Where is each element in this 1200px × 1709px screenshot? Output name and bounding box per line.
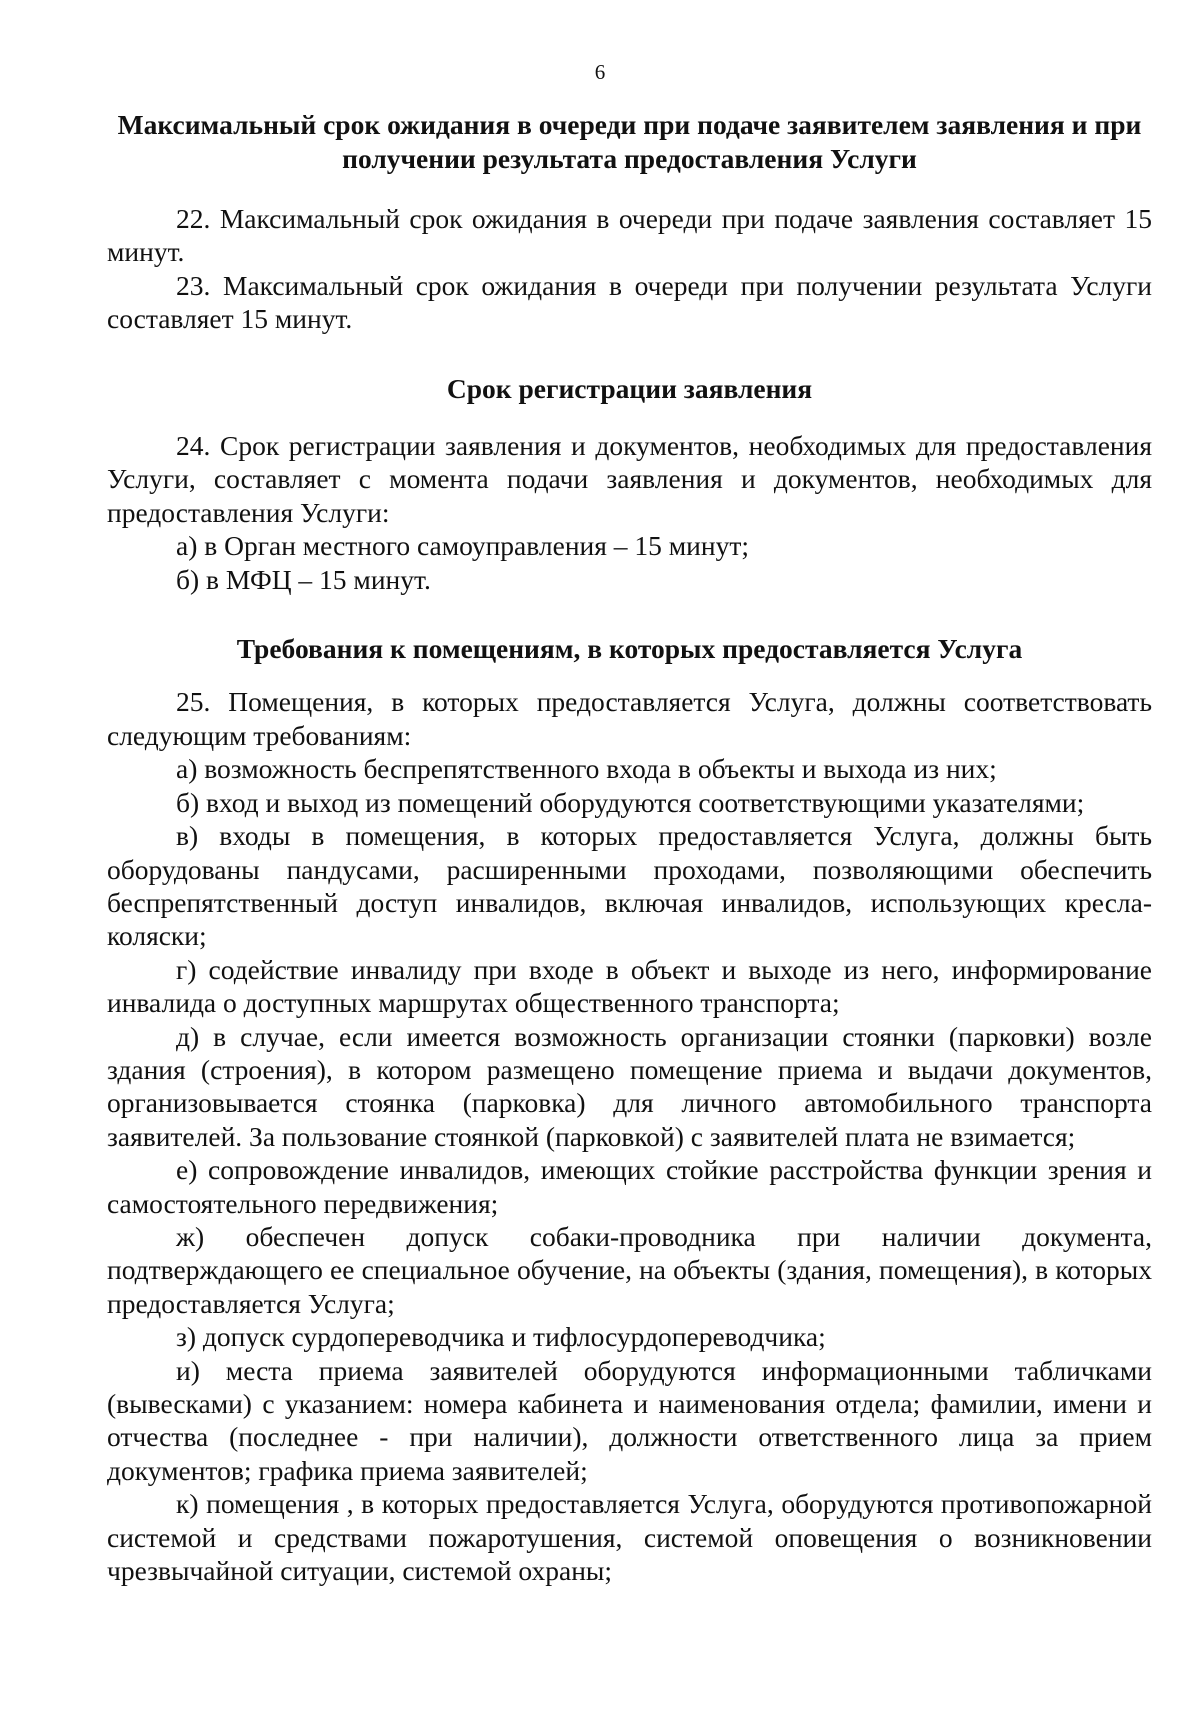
paragraph-25-d: д) в случае, если имеется возможность организации стоянки (парковки) возле здания (строения), в котором размещено помещение приема и выдачи документов, организовывается стоянка (парковка) для личного автомобильного транспорта заявителей. За пользование стоянкой (парковкой) с заявителей плата не взимается; xyxy=(107,1020,1152,1152)
paragraph-25-g: г) содействие инвалиду при входе в объект и выходе из него, информирование инвалида о доступных маршрутах общественного транспорта; xyxy=(107,953,1152,1019)
paragraph-24-a: а) в Орган местного самоуправления – 15 минут; xyxy=(176,530,750,562)
paragraph-22: 22. Максимальный срок ожидания в очереди при подаче заявления составляет 15 минут. xyxy=(107,203,1152,268)
section-heading-premises: Требования к помещениям, в которых предоставляется Услуга xyxy=(236,633,1023,665)
paragraph-25-a: а) возможность беспрепятственного входа в объекты и выхода из них; xyxy=(176,753,997,785)
paragraph-25-v: в) входы в помещения, в которых предоставляется Услуга, должны быть оборудованы пандусами, расширенными проходами, позволяющими обеспечить беспрепятственный доступ инвалидов, включая инвалидов, использующих кресла-коляски; xyxy=(107,820,1152,952)
paragraph-25-zh: ж) обеспечен допуск собаки-проводника при наличии документа, подтверждающего ее специальное обучение, на объекты (здания, помещения), в которых предоставляется Услуга; xyxy=(107,1220,1152,1319)
paragraph-25-e: е) сопровождение инвалидов, имеющих стойкие расстройства функции зрения и самостоятельного передвижения; xyxy=(107,1154,1152,1219)
paragraph-25-z: з) допуск сурдопереводчика и тифлосурдопереводчика; xyxy=(176,1321,826,1353)
section-heading-registration: Срок регистрации заявления xyxy=(446,372,813,404)
section-heading-waiting-time: Максимальный срок ожидания в очереди при подаче заявителем заявления и при получении результата предоставления Услуги xyxy=(117,109,1142,174)
document-body xyxy=(107,108,1152,1587)
paragraph-25-b: б) вход и выход из помещений оборудуются соответствующими указателями; xyxy=(176,786,1085,818)
paragraph-25: 25. Помещения, в которых предоставляется Услуга, должны соответствовать следующим требованиям: xyxy=(107,686,1152,751)
paragraph-23: 23. Максимальный срок ожидания в очереди при получении результата Услуги составляет 15 минут. xyxy=(107,269,1152,335)
paragraph-25-i: и) места приема заявителей оборудуются информационными табличками (вывесками) с указанием: номера кабинета и наименования отдела; фамилии, имени и отчества (последнее - при наличии), должности ответственного лица за прием документов; графика приема заявителей; xyxy=(107,1354,1152,1486)
page-number: 6 xyxy=(594,60,606,84)
paragraph-24-b: б) в МФЦ – 15 минут. xyxy=(176,563,431,595)
paragraph-25-k: к) помещения , в которых предоставляется Услуга, оборудуются противопожарной системой и средствами пожаротушения, системой оповещения о возникновении чрезвычайной ситуации, системой охраны; xyxy=(107,1488,1152,1587)
paragraph-24: 24. Срок регистрации заявления и документов, необходимых для предоставления Услуги, составляет с момента подачи заявления и документов, необходимых для предоставления Услуги: xyxy=(107,430,1152,528)
